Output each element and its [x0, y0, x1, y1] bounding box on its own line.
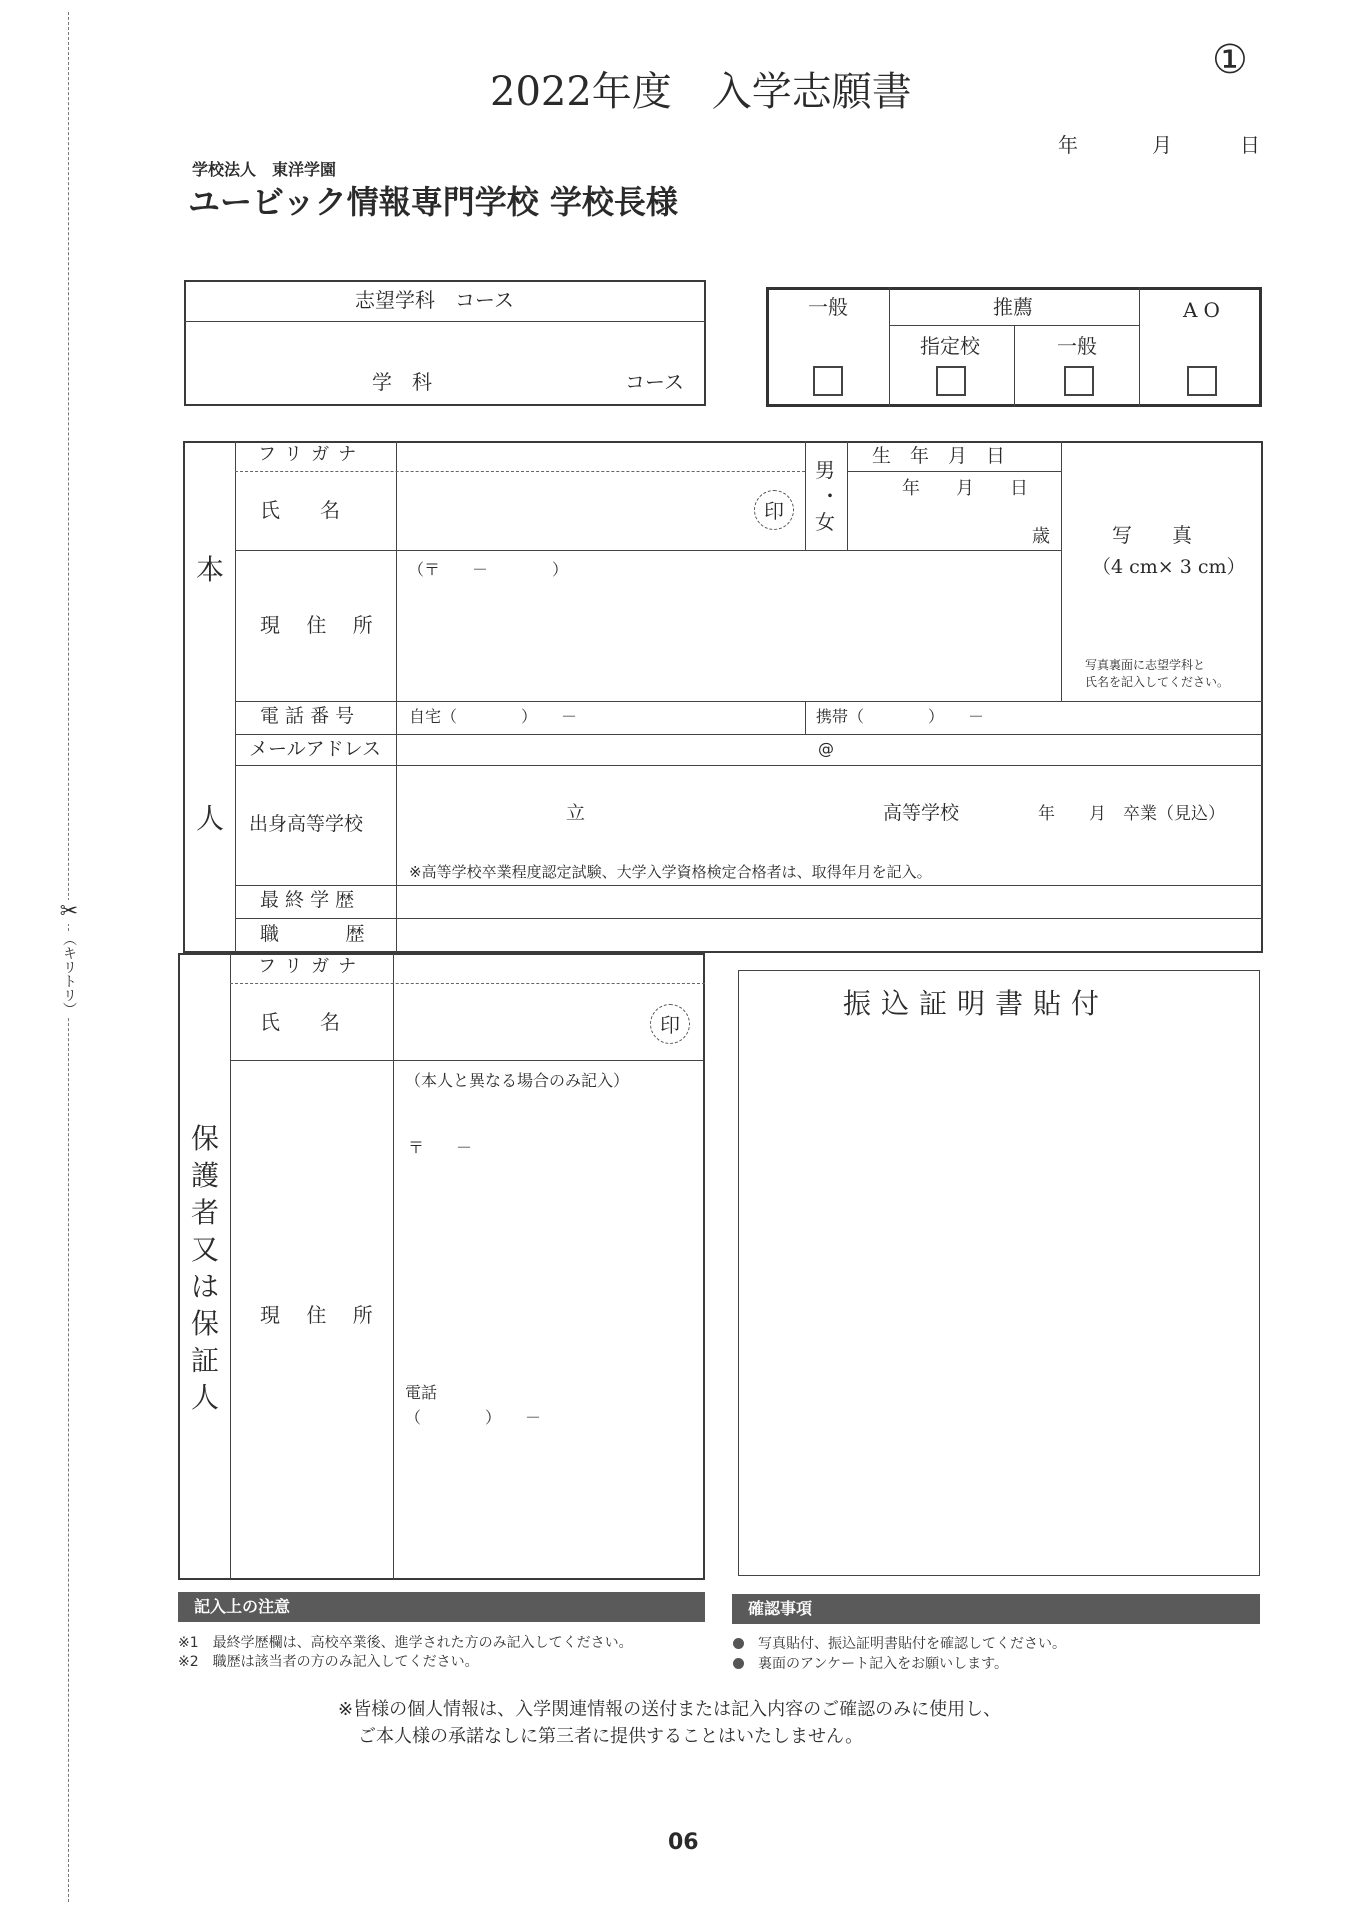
guardian-name-input[interactable] — [398, 988, 638, 1056]
applicant-phone-mobile[interactable]: 携帯（ ） － — [816, 707, 985, 726]
applicant-phone-home[interactable]: 自宅（ ） － — [409, 707, 578, 726]
admission-ao-label: AO — [1183, 298, 1226, 322]
applicant-name-label: 氏 名 — [260, 498, 350, 522]
gender-female[interactable]: 女 — [815, 510, 835, 534]
photo-area[interactable] — [1066, 446, 1258, 696]
job-history-label: 職 歴 — [260, 923, 375, 945]
admission-rec-general-label: 一般 — [1057, 334, 1097, 358]
school-corporation: 学校法人 東洋学園 — [192, 160, 337, 179]
age-unit: 歳 — [1032, 526, 1050, 547]
final-education-label: 最 終 学 歴 — [260, 889, 355, 911]
hs-graduation[interactable]: 年 月 卒業（見込） — [1038, 804, 1225, 824]
job-history-input[interactable] — [400, 921, 1258, 949]
guardian-seal: 印 — [650, 1004, 690, 1044]
scissors-icon: ✂ — [57, 900, 81, 924]
birth-ymd[interactable]: 年 月 日 — [902, 478, 1028, 499]
page-number: 06 — [668, 1830, 699, 1855]
applicant-furigana-input[interactable] — [400, 443, 800, 469]
applicant-phone-label: 電 話 番 号 — [260, 705, 355, 727]
confirm-item-1: 写真貼付、振込証明書貼付を確認してください。 — [733, 1633, 1066, 1653]
guardian-phone-label: 電話 — [405, 1383, 438, 1402]
confirm-title: 確認事項 — [732, 1594, 1260, 1624]
note-item-2: ※2 職歴は該当者の方のみ記入してください。 — [178, 1654, 479, 1670]
guardian-postal[interactable]: 〒 － — [408, 1138, 473, 1157]
privacy-line-1: ※皆様の個人情報は、入学関連情報の送付または記入内容のご確認のみに使用し、 — [338, 1699, 1002, 1720]
photo-note-1: 写真裏面に志望学科と — [1085, 658, 1206, 672]
guardian-note: （本人と異なる場合のみ記入） — [405, 1071, 630, 1090]
guardian-address-input[interactable] — [398, 1165, 700, 1385]
school-name: ユービック情報専門学校 学校長様 — [188, 183, 678, 221]
guardian-phone-value[interactable]: （ ） － — [405, 1408, 542, 1427]
applicant-highschool-label: 出身高等学校 — [249, 813, 364, 835]
admission-designated-checkbox[interactable] — [936, 366, 966, 396]
applicant-email-at: @ — [818, 739, 834, 758]
photo-size: （4 cm× 3 cm） — [1092, 556, 1246, 578]
admission-general-checkbox[interactable] — [813, 366, 843, 396]
admission-designated-label: 指定校 — [920, 334, 980, 358]
applicant-section-label-1: 本 — [196, 553, 225, 586]
guardian-section-label: 保 護 者 又 は 保 証 人 — [190, 1122, 219, 1414]
admission-ao-checkbox[interactable] — [1187, 366, 1217, 396]
guardian-furigana-label: フリガナ — [258, 956, 366, 977]
course-header: 志望学科 コース — [355, 288, 514, 312]
applicant-email-input[interactable] — [400, 737, 1258, 762]
admission-general-label: 一般 — [808, 295, 848, 319]
hs-note: ※高等学校卒業程度認定試験、大学入学資格検定合格者は、取得年月を記入。 — [409, 863, 932, 881]
birth-header: 生 年 月 日 — [872, 445, 1006, 467]
applicant-address-label: 現 住 所 — [260, 613, 383, 637]
applicant-name-input[interactable] — [400, 475, 740, 547]
course-course-label: コース — [625, 370, 684, 394]
applicant-email-label: メールアドレス — [249, 738, 382, 760]
page-marker: ① — [1212, 37, 1248, 83]
photo-note-2: 氏名を記入してください。 — [1085, 675, 1230, 689]
admission-rec-general-checkbox[interactable] — [1064, 366, 1094, 396]
confirm-item-2: 裏面のアンケート記入をお願いします。 — [733, 1653, 1008, 1673]
date-month: 月 — [1152, 133, 1172, 157]
guardian-name-label: 氏 名 — [260, 1010, 350, 1034]
payment-receipt-box[interactable] — [738, 970, 1260, 1576]
date-day: 日 — [1240, 133, 1260, 157]
cut-line-label: （キリトリ） — [58, 932, 80, 1016]
privacy-line-2: ご本人様の承諾なしに第三者に提供することはいたしません。 — [358, 1726, 864, 1747]
applicant-address-input[interactable] — [400, 585, 1055, 697]
hs-kotogakko: 高等学校 — [883, 802, 960, 824]
bullet-icon — [733, 1638, 744, 1649]
applicant-seal: 印 — [754, 490, 794, 530]
course-input[interactable] — [190, 326, 700, 402]
admission-recommendation-label: 推薦 — [993, 295, 1033, 319]
hs-ritsu: 立 — [566, 802, 586, 824]
guardian-address-label: 現 住 所 — [260, 1303, 383, 1327]
guardian-furigana-input[interactable] — [398, 956, 700, 981]
gender-male[interactable]: 男 — [815, 458, 835, 482]
notes-title: 記入上の注意 — [178, 1592, 705, 1622]
applicant-furigana-label: フリガナ — [258, 444, 366, 465]
photo-title: 写 真 — [1112, 523, 1192, 547]
payment-receipt-title: 振込証明書貼付 — [843, 987, 1110, 1020]
gender-dot: ・ — [820, 484, 840, 508]
note-item-1: ※1 最終学歴欄は、高校卒業後、進学された方のみ記入してください。 — [178, 1635, 633, 1651]
date-year: 年 — [1058, 133, 1078, 157]
bullet-icon — [733, 1658, 744, 1669]
applicant-section-label-2: 人 — [196, 802, 225, 835]
form-title: 2022年度 入学志願書 — [490, 69, 912, 115]
applicant-postal[interactable]: （〒 － ） — [408, 560, 569, 579]
course-dept-label: 学 科 — [372, 370, 432, 394]
final-education-input[interactable] — [400, 888, 1258, 915]
